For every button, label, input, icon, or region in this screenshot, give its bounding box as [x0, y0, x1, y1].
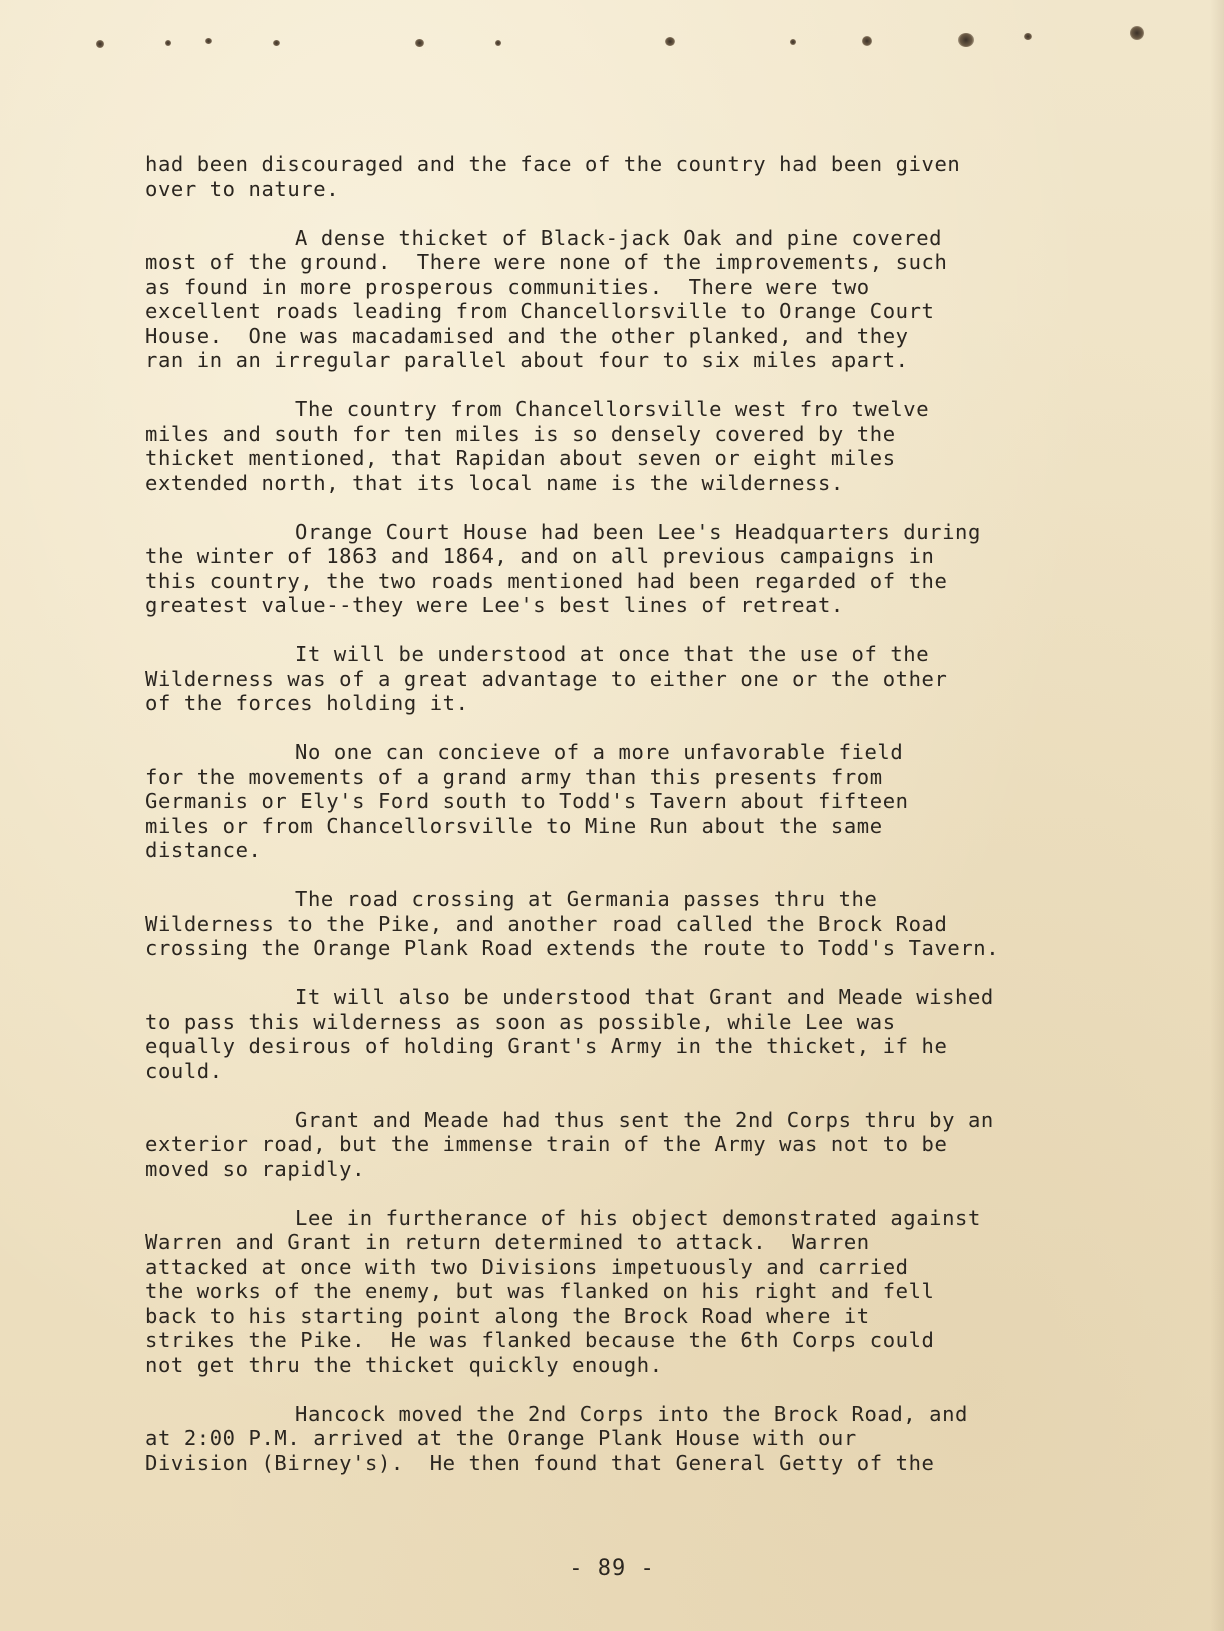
- text-line: [145, 642, 1145, 667]
- paragraph: [145, 152, 1145, 201]
- paragraph: [145, 520, 1145, 618]
- text-line-content: the winter of 1863 and 1864, and on all previous campaigns in: [145, 544, 935, 568]
- text-line: [145, 1353, 1145, 1378]
- text-line-content: equally desirous of holding Grant's Army in the thicket, if he: [145, 1034, 948, 1058]
- paragraph: [145, 397, 1145, 495]
- text-line: [145, 250, 1145, 275]
- text-line: [145, 520, 1145, 545]
- text-line: [145, 912, 1145, 937]
- text-line-content: extended north, that its local name is the wilderness.: [145, 470, 844, 495]
- text-line-content: It will be understood at once that the use of the: [295, 642, 930, 666]
- text-line-content: The road crossing at Germania passes thru the: [295, 887, 878, 911]
- paragraph: [145, 642, 1145, 716]
- binding-hole: [862, 36, 872, 46]
- text-line-content: miles or from Chancellorsville to Mine Run about the same: [145, 813, 883, 838]
- text-line: [145, 1206, 1145, 1231]
- text-line-content: as found in more prosperous communities. There were two: [145, 274, 870, 299]
- text-line: [145, 691, 1145, 716]
- text-line-content: had been discouraged and the face of the country had been given: [145, 152, 961, 176]
- page-edge: [1210, 0, 1224, 1631]
- text-line: [145, 740, 1145, 765]
- text-line: [145, 422, 1145, 447]
- text-line: [145, 1279, 1145, 1304]
- text-line: [145, 1328, 1145, 1353]
- text-line: [145, 275, 1145, 300]
- paragraph: [145, 740, 1145, 863]
- text-line: [145, 1059, 1145, 1084]
- text-line: [145, 569, 1145, 594]
- binding-hole: [205, 38, 212, 44]
- text-line-content: not get thru the thicket quickly enough.: [145, 1352, 663, 1377]
- text-line: [145, 1230, 1145, 1255]
- text-line: [145, 1402, 1145, 1427]
- text-line-content: Orange Court House had been Lee's Headquarters during: [295, 519, 981, 544]
- paragraph: [145, 985, 1145, 1083]
- binding-hole: [96, 40, 104, 48]
- paragraph: [145, 1402, 1145, 1476]
- text-line-content: the works of the enemy, but was flanked on his right and fell: [145, 1279, 935, 1303]
- text-line-content: back to his starting point along the Brock Road where it: [145, 1303, 870, 1328]
- text-line-content: most of the ground. There were none of the improvements, such: [145, 250, 948, 274]
- text-line-content: attacked at once with two Divisions impetuously and carried: [145, 1254, 909, 1279]
- text-line: [145, 1108, 1145, 1133]
- text-line-content: The country from Chancellorsville west fro twelve: [295, 397, 930, 421]
- binding-hole: [273, 40, 280, 46]
- text-line: [145, 324, 1145, 349]
- text-line-content: exterior road, but the immense train of the Army was not to be: [145, 1132, 948, 1156]
- binding-hole: [665, 37, 675, 46]
- text-line: [145, 814, 1145, 839]
- text-line: [145, 838, 1145, 863]
- text-line-content: Germanis or Ely's Ford south to Todd's Tavern about fifteen: [145, 789, 909, 813]
- text-line-content: thicket mentioned, that Rapidan about seven or eight miles: [145, 446, 896, 470]
- text-line-content: Hancock moved the 2nd Corps into the Brock Road, and: [295, 1401, 968, 1426]
- text-line-content: could.: [145, 1058, 223, 1083]
- text-line: [145, 1304, 1145, 1329]
- text-line: [145, 887, 1145, 912]
- text-line-content: It will also be understood that Grant and Meade wished: [295, 985, 994, 1009]
- text-line-content: greatest value--they were Lee's best lines of retreat.: [145, 593, 844, 617]
- text-line: [145, 471, 1145, 496]
- page-number: - 89 -: [569, 1556, 655, 1581]
- text-line-content: moved so rapidly.: [145, 1156, 366, 1181]
- text-line: [145, 667, 1145, 692]
- text-line-content: strikes the Pike. He was flanked because the 6th Corps could: [145, 1328, 935, 1352]
- text-line: [145, 936, 1145, 961]
- binding-hole: [415, 39, 424, 47]
- text-line-content: of the forces holding it.: [145, 691, 469, 715]
- text-line-content: crossing the Orange Plank Road extends the route to Todd's Tavern.: [145, 936, 1000, 960]
- binding-hole: [1024, 33, 1032, 40]
- text-line: [145, 789, 1145, 814]
- binding-hole: [1130, 26, 1144, 40]
- text-line-content: Warren and Grant in return determined to attack. Warren: [145, 1230, 870, 1254]
- binding-hole: [958, 33, 974, 47]
- text-line: [145, 226, 1145, 251]
- paragraph: [145, 887, 1145, 961]
- text-line: [145, 765, 1145, 790]
- text-line-content: Lee in furtherance of his object demonstrated against: [295, 1205, 981, 1230]
- text-line: [145, 1157, 1145, 1182]
- text-line-content: ran in an irregular parallel about four to six miles apart.: [145, 348, 909, 372]
- text-line: [145, 1451, 1145, 1476]
- text-line-content: for the movements of a grand army than this presents from: [145, 764, 883, 789]
- text-line: [145, 1010, 1145, 1035]
- binding-hole: [165, 40, 171, 46]
- paragraph: [145, 1206, 1145, 1378]
- binding-holes: [0, 0, 1224, 80]
- text-line: [145, 544, 1145, 569]
- text-line: [145, 299, 1145, 324]
- text-line: [145, 152, 1145, 177]
- text-line-content: miles and south for ten miles is so densely covered by the: [145, 421, 896, 446]
- text-line: [145, 593, 1145, 618]
- text-line: [145, 1255, 1145, 1280]
- text-line-content: No one can concieve of a more unfavorable field: [295, 740, 904, 764]
- typed-text-body: [145, 152, 1145, 1500]
- text-line: [145, 446, 1145, 471]
- text-line-content: over to nature.: [145, 176, 340, 201]
- text-line-content: at 2:00 P.M. arrived at the Orange Plank House with our: [145, 1426, 857, 1450]
- text-line-content: Grant and Meade had thus sent the 2nd Corps thru by an: [295, 1107, 994, 1132]
- paragraph: [145, 226, 1145, 373]
- text-line-content: distance.: [145, 838, 262, 862]
- binding-hole: [790, 39, 796, 45]
- text-line-content: House. One was macadamised and the other planked, and they: [145, 323, 909, 348]
- text-line-content: this country, the two roads mentioned had been regarded of the: [145, 568, 948, 593]
- text-line: [145, 985, 1145, 1010]
- text-line-content: Division (Birney's). He then found that General Getty of the: [145, 1450, 935, 1475]
- text-line: [145, 177, 1145, 202]
- text-line: [145, 1426, 1145, 1451]
- text-line-content: excellent roads leading from Chancellorsville to Orange Court: [145, 299, 935, 323]
- text-line: [145, 1132, 1145, 1157]
- text-line: [145, 1034, 1145, 1059]
- text-line-content: Wilderness was of a great advantage to either one or the other: [145, 666, 948, 691]
- text-line-content: A dense thicket of Black-jack Oak and pine covered: [295, 225, 943, 250]
- text-line-content: to pass this wilderness as soon as possible, while Lee was: [145, 1009, 896, 1034]
- text-line: [145, 397, 1145, 422]
- binding-hole: [495, 40, 501, 46]
- text-line: [145, 348, 1145, 373]
- paragraph: [145, 1108, 1145, 1182]
- text-line-content: Wilderness to the Pike, and another road called the Brock Road: [145, 911, 948, 936]
